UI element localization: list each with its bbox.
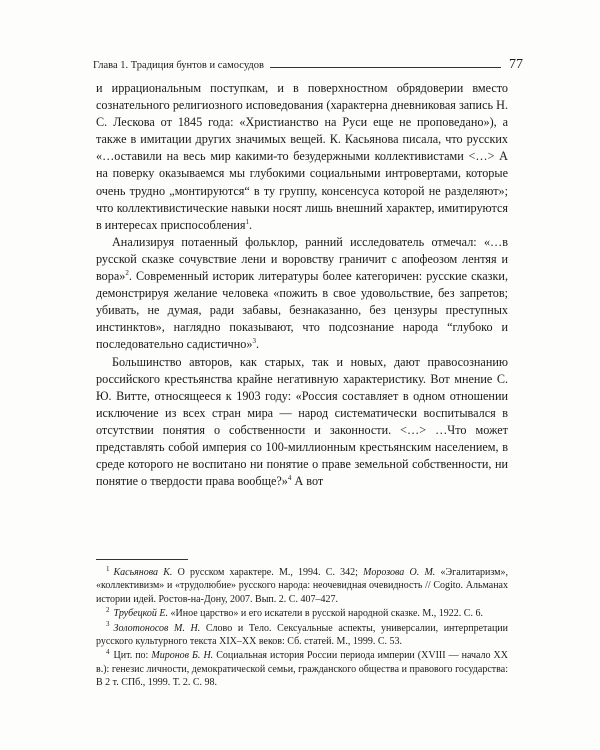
running-header (93, 50, 523, 72)
paragraph-2-text-b: . Современный историк литературы более категоричен: русские сказки, демонстрируя желание человека «пожить в свое удовольствие, без запретов; убивать, не думая, ради забавы, безнаказанно, без цензуры преступных инстинктов», наглядно показывают, что подсознание народа “глубоко и последовательно садистично» (96, 269, 508, 352)
note-ref-1[interactable]: 1 (245, 217, 250, 226)
footnote-text: О русском характере. М., 1994. С. 342; (172, 567, 364, 578)
footnote-number: 2 (106, 605, 110, 614)
running-title: Глава 1. Традиция бунтов и самосудов (93, 60, 264, 71)
footnote-3 (96, 622, 508, 649)
note-ref-2[interactable]: 2 (125, 268, 129, 277)
footnote-prefix: Цит. по: (113, 650, 152, 662)
paragraph-3-tail: А вот (291, 474, 324, 489)
footnote-author: Миронов Б. Н. (151, 650, 214, 662)
main-text (96, 80, 508, 490)
footnote-text: «Эгалитаризм», «коллективизм» и «трудолюбие» русского народа: неочевидная очевидность // Cogito. Альманах истории идей. Ростов-на-Дону, 2007. Вып. 2. С. 407–427. (96, 567, 508, 605)
paragraph-3 (96, 354, 508, 491)
header-rule (270, 67, 501, 68)
paragraph-1: и иррациональным поступкам, и в поверхностном обрядоверии вместо сознательного религиозного исповедования (характерна дневниковая запись Н. С. Лескова от 1845 года: «Христианство на Руси еще не проповедано»), а также в имитации других значимых вещей. К. Касьянова писала, что русских «…оставили на весь мир какими-то безудержными коллективистами <…> А на поверку оказываемся мы глубокими социальными интровертами, которые очень трудно „монтируются“ в ту группу, консенсуса которой не разделяют»; что коллективистические навыки носят лишь внешний характер, имитируются в интересах приспособления$^1$. (96, 81, 508, 232)
footnote-1 (96, 566, 508, 606)
footnotes (96, 566, 508, 691)
footnote-number: 3 (106, 620, 110, 629)
footnote-separator (96, 559, 188, 560)
footnote-author: Трубецкой Е. (113, 608, 168, 620)
footnote-text: Социальная история России периода империи (XVIII — начало XX в.): генезис личности, демократической семьи, гражданского общества и правового государства: В 2 т. СПб., 1999. Т. 2. С. 98. (96, 650, 509, 689)
footnote-number: 1 (106, 564, 110, 573)
footnote-author: Касьянова К. (113, 567, 173, 578)
footnote-text: «Иное царство» и его искатели в русской народной сказке. М., 1922. С. 6. (168, 608, 483, 620)
paragraph-2-text-a: Анализируя потаенный фольклор, ранний исследователь отмечал: «…в русской сказке сочувствие лени и воровству граничит с апофеозом лентяя и вора» (96, 234, 508, 284)
page-number: 77 (509, 57, 523, 72)
footnote-4 (96, 649, 508, 689)
footnote-author: Морозова О. М. (363, 567, 436, 578)
footnote-number: 4 (106, 648, 110, 657)
footnote-text: Слово и Тело. Сексуальные аспекты, универсалии, интерпретации русского культурного текста XIX–XX веков: Сб. статей. М., 1999. С. 53. (96, 622, 508, 648)
note-ref-3[interactable]: 3 (252, 337, 256, 346)
paragraph-2: Анализируя потаенный фольклор, ранний исследователь отмечал: «…в русской сказке сочувствие лени и воровству граничит с апофеозом лентяя и вора»$^2$. Современный историк литературы более категоричен: русские сказки, демонстрируя желание человека «пожить в свое удовольствие, без запретов; убивать, не думая, ради забавы, безнаказанно, без цензуры преступных инстинктов», наглядно показывают, что подсознание народа “глубоко и последовательно садистично»$^3$. (96, 234, 508, 352)
footnote-author: Золотоносов М. Н. (113, 622, 201, 634)
paragraph-1-text: и иррациональным поступкам, и в поверхностном обрядоверии вместо сознательного религиозного исповедования (характерна дневниковая запись Н. С. Лескова от 1845 года: «Христианство на Руси еще не проповедано»), а также в имитации других значимых вещей. К. Касьянова писала, что русских «…оставили на весь мир какими-то безудержными коллективистами <…> А на поверку оказываемся мы глубокими социальными интровертами, которые очень трудно „монтируются“ в ту группу, консенсуса которой не разделяют»; что коллективистические навыки носят лишь внешний характер, имитируются в интересах приспособления (96, 81, 508, 232)
paragraph-3-text: Большинство авторов, как старых, так и новых, дают правосознанию российского крестьянства крайне негативную характеристику. Вот мнение С. Ю. Витте, относящееся к 1903 году: «Россия составляет в одном отношении исключение из всех стран мира — народ систематически воспитывался в отсутствии понятия о собственности и законности. <…> …Что может представлять собой империя со 100-миллионным крестьянским населением, в среде которого не воспитано ни понятие о праве земельной собственности, ни понятие о твердости права вообще?» (96, 354, 508, 489)
note-ref-4[interactable]: 4 (287, 474, 292, 483)
footnote-2 (96, 607, 508, 620)
